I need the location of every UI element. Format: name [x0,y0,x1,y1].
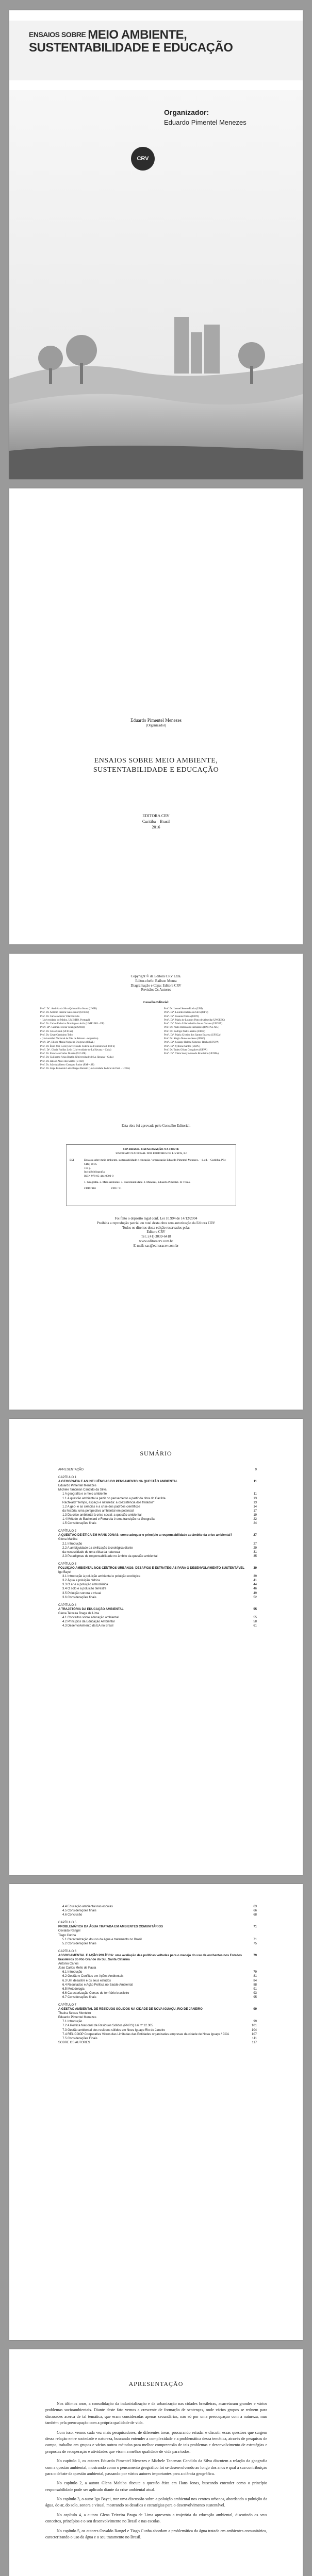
cover-title-prefix: ENSAIOS SOBRE [29,30,86,39]
title-page-author: Eduardo Pimentel Menezes [130,718,182,723]
council-member: Profª. Drª. Tânia Suely Azevedo Brasileiro (UFOPA) [164,1053,219,1055]
toc-entry[interactable] [58,1480,257,1484]
toc-entry-title: Osvaldo Rangel [58,1929,80,1933]
paragraph: Nos últimos anos, a consolidação da industrialização e da urbanização nas cidades brasileiras, acarretaram grandes e vários problemas socioambientais. Diante deste fato vemos a crescente de formação de sentenças, onde vários grupos se reúnem para discussões acerca de tal temática, que eram consideradas apenas secundárias, não só por uma preocupação com a natureza, mas também pela preocupação com a própria qualidade de vida. [45,2401,267,2426]
cover-landscape-illustration [9,90,303,479]
toc-entry-title: Glena Teixeira Braga de Lima [58,1612,99,1615]
toc-entry-title: da necessidade de uma ética da natureza [62,1550,120,1554]
toc-entry-page: 93 [253,1991,257,1995]
paragraph: No capítulo 2, a autora Glena Maltiba discute a questão ética em Hans Jonas, buscando entender como o princípio responsabilidade pode ser aplicado diante da crise ambiental atual. [45,2481,267,2492]
toc-entry-title: Glena Maltiba [58,1538,78,1541]
toc-entry[interactable] [58,1616,257,1620]
publisher-logo: CRV [131,147,155,171]
toc-entry-title: 6.2 Gestão e Conflitos em Ações Ambientais [62,1975,124,1978]
toc-entry[interactable] [58,1509,257,1513]
cover-title-line2: SUSTENTABILIDADE E EDUCAÇÃO [29,41,233,55]
toc-entry-title: CAPÍTULO 3 [58,1562,77,1566]
presentation-body [45,2401,267,2544]
toc-entry-page: 29 [253,1546,257,1550]
toc-list-2 [58,1905,257,2045]
council-member: Prof. Dr. Francisco Carlos Duarte (PUC-PR) [40,1053,87,1055]
toc-entry[interactable] [58,2003,257,2007]
cover-title-line1: MEIO AMBIENTE, [88,28,187,42]
toc-entry-page: 39 [253,1566,257,1570]
toc-entry-page: 81 [253,1975,257,1978]
paragraph: Com isso, vemos cada vez mais pesquisadores, de diferentes áreas, procurando estudar e discutir essas questões que surgem dessa relação entre sociedade e natureza, buscando entender a complexidade e a problemática dessa temática, através de pesquisas de campo, trabalho em grupos e vários outros métodos para melhor compreensão de tais problemas e desenvolvimento de estratégias e propostas de recuperação e atividades que visem a melhor qualidade de vida para todos. [45,2430,267,2454]
toc-entry-page: 61 [253,1624,257,1628]
council-member: Profª. Drª. Lourdes Helena da Silva (UFV) [164,1011,208,1014]
toc-entry[interactable] [58,1603,257,1607]
toc-entry[interactable] [58,1962,257,1966]
toc-entry-title: 1.1 A questão ambiental a partir do pensamento a partir da obra do Cacilda [62,1497,166,1500]
toc-entry-page: 27 [253,1534,257,1537]
toc-entry[interactable] [58,1954,257,1962]
toc-entry-page: 9 [255,1468,257,1471]
toc-entry-page [248,1529,257,1533]
toc-entry-title: 2.1 Introdução [62,1542,83,1546]
toc-entry-title: POLUIÇÃO AMBIENTAL NOS CENTROS URBANOS: DESAFIOS E ESTRATÉGIAS PARA O DESENVOLVIMENTO SUSTENTÁVEL [58,1566,244,1570]
toc-entry[interactable] [58,1542,257,1546]
toc-entry-page: 55 [253,1616,257,1619]
organizer-label: Organizador: [164,108,209,116]
toc-entry-page: 95 [253,1995,257,1999]
paragraph: No capítulo 3, o autor Igo Bayei, traz uma discussão sobre a poluição ambiental nos centros urbanos, abordando a poluição da água, do ar, do solo, sonora e visual, mostrando os desafios e estratégias para o desenvolvimento sustentável. [45,2497,267,2508]
toc-entry-title: da história: uma perspectiva ambiental em potencial [62,1509,134,1513]
toc-entry[interactable] [58,1909,257,1913]
toc-entry-page [248,2011,257,2015]
book-cover [9,10,303,479]
council-member: Profª. Drª. Solange Helena Ximenes-Rocha (UFOPA) [164,1041,220,1044]
toc-entry[interactable] [58,1983,257,1987]
toc-entry[interactable] [58,1607,257,1612]
council-member: Profª. Drª. Maria Cristina dos Santos Bezerra (UFSCar) [164,1033,222,1037]
toc-entry-page: 46 [253,1587,257,1591]
council-member: Prof. Dr. Carlos Alberto Vilar Estêvão [40,1015,80,1018]
toc-entry[interactable] [58,1979,257,1983]
toc-entry-title: 5.2 Considerações finais [62,1942,96,1945]
council-member: Profª. Drª. Maria de Lourdes Pinto de Almeida (UNOESC) [164,1019,225,1022]
toc-entry-title: SOBRE OS AUTORES [58,2041,90,2044]
toc-entry-title: CAPÍTULO 4 [58,1603,77,1607]
council-member: Prof. Dr. Antônio Pereira Gaio Júnior (UFRRJ) [40,1011,89,1014]
cip-code: E51 [70,1159,74,1162]
toc-entry[interactable] [58,1966,257,1970]
toc-page-2 [9,1884,303,2340]
toc-entry-page [248,1612,257,1616]
toc-entry[interactable] [58,1521,257,1526]
cataloging-card [66,1144,236,1206]
toc-entry-title: 1.3 Da crise ambiental à crise social: a questão ambiental [62,1513,142,1517]
cip-cdu: CDU: 91 [111,1187,122,1190]
toc-entry-page: 41 [253,1579,257,1583]
rights-block [9,1216,303,1248]
toc-entry[interactable] [58,1974,257,1978]
toc-entry-page: 79 [253,1971,257,1974]
toc-entry-title: 4.4 Educação ambiental nas escolas [62,1905,113,1908]
toc-entry-page [248,2003,257,2007]
title-page-title [51,756,261,775]
toc-entry-title: 6.5 Metodologia [62,1987,85,1991]
toc-entry-title: 7.3 Gestão ambiental dos resíduos sólidos em Nova Iguaçu Rio de Janeiro [62,2028,166,2032]
organizer-name: Eduardo Pimentel Menezes [164,118,247,126]
title-page-publisher [9,813,303,831]
toc-entry-title: PROBLEMÁTICA DA ÁGUA TRATADA EM AMBIENTES COMUNITÁRIOS [58,1925,163,1929]
toc-entry-page: 66 [253,1909,257,1913]
toc-entry-title: 3.5 Poluição sonora e visual [62,1591,102,1595]
toc-entry-title: 1.4 Método de Bachelard e Ferrareia é uma transição na Geografia [62,1518,155,1521]
cover-title [29,28,297,54]
toc-entry-page: 13 [253,1501,257,1504]
cip-subjects: 1. Geografia. 2. Meio ambiente. 3. Sustentabilidade. I. Menezes, Eduardo Pimentel. II. Título. [84,1180,191,1184]
toc-entry-title: 7.1 Introdução [62,2020,83,2024]
paragraph: No capítulo 4, a autora Glena Teixeira Braga de Lima apresenta a trajetória da educação ambiental, discutindo os seus conceitos, princípios e o seu desenvolvimento no Brasil e nas escolas. [45,2512,267,2524]
toc-entry-page: 55 [253,1607,257,1611]
toc-entry[interactable] [58,1488,257,1492]
toc-entry-page: 22 [253,1518,257,1521]
toc-entry-page [248,1603,257,1607]
toc-entry[interactable] [58,1501,257,1505]
toc-entry[interactable] [58,1579,257,1583]
organizer-block [164,108,298,126]
toc-entry-page: 99 [253,2008,257,2011]
rights-line2: Proibida a reprodução parcial ou total desta obra sem autorização da Editora CRV [96,1221,216,1225]
toc-entry-page: 39 [253,1575,257,1579]
toc-entry[interactable] [58,2015,257,2020]
toc-entry[interactable] [58,1587,257,1591]
toc-entry-page: 104 [251,2028,257,2032]
toc-entry-page: 88 [253,1983,257,1987]
toc-entry-page: 117 [252,2041,257,2044]
title-page [9,488,303,944]
toc-entry-title: 3.6 Considerações finais [62,1596,96,1599]
toc-entry-page [248,1929,257,1933]
peer-review-note: Esta obra foi aprovada pelo Conselho Editorial. [121,1124,191,1128]
toc-entry[interactable] [58,1513,257,1517]
council-member: Profª. Drª. Josania Portela (UFPI) [164,1015,199,1018]
toc-entry[interactable] [58,1938,257,1942]
toc-entry-page [248,1488,257,1492]
toc-entry[interactable] [58,2032,257,2037]
toc-entry-title: 4.2 Princípios da Educação Ambiental [62,1620,115,1624]
title-page-author-role: (Organizador) [145,723,167,727]
presentation-page [9,2349,303,2576]
council-left-column [40,1007,159,1071]
toc-entry[interactable] [58,1537,257,1541]
toc-entry[interactable] [58,2024,257,2028]
rights-line6: www.editoracrv.com.br [139,1239,173,1243]
title-page-year: 2016 [152,825,160,830]
toc-entry-title: A QUESTÃO DE ÉTICA EM HANS JONAS: como adequar o princípio a responsabilidade ao âmbito da crise ambiental? [58,1534,233,1537]
toc-entry-page: 71 [253,1938,257,1941]
cip-isbn: ISBN 978-85-444-0000-0 [84,1175,113,1178]
toc-entry[interactable] [58,1529,257,1533]
toc-entry[interactable] [58,1476,257,1480]
toc-entry-title: Michele Tancman Candido da Silva [58,1488,107,1492]
toc-entry-page: 63 [253,1905,257,1908]
toc-entry[interactable] [58,1497,257,1501]
toc-entry[interactable] [58,1925,257,1929]
council-member: Prof. Dr. Jailson Alves dos Santos (UFRJ) [40,1060,84,1063]
council-member: Prof. Dr. Cesar Gerónimo Tello [40,1033,73,1037]
council-member: Profª. Drª. Sydione Santos (UEPG) [164,1045,201,1048]
toc-entry-title: Igo Bayei [58,1571,72,1574]
paragraph: No capítulo 1, os autores Eduardo Pimentel Menezes e Michele Tancman Candido da Silva discutem a relação da geografia com a questão ambiental, mostrando como o pensamento geográfico foi se desenvolvendo ao longo dos anos e qual a sua contribuição para o debate da questão ambiental, passando por vários autores importantes para a ciência geográfica. [45,2459,267,2476]
toc-entry[interactable] [58,1942,257,1946]
toc-entry[interactable] [58,1468,257,1472]
council-member: Prof. Dr. Guillermo Arias Beatón (Universidade de La Havana – Cuba) [40,1056,114,1059]
toc-entry-page: 58 [253,1620,257,1624]
cip-subheading: SINDICATO NACIONAL DOS EDITORES DE LIVROS, RJ [116,1151,187,1155]
title-page-city: Curitiba – Brasil [142,819,170,824]
toc-entry-page: 101 [251,2024,257,2028]
council-member: Prof. Dr. Leonel Severo Rocha (URI) [164,1008,203,1010]
council-member: - (Universidad Nacional de Três de Febrero - Argentina) [40,1038,98,1040]
rights-line1: Foi feito o depósito legal conf. Lei 10.994 de 14/12/2004 [114,1216,198,1221]
toc-entry-title: 2.2 A ambiguidade da civilização tecnológica diante [62,1546,133,1550]
toc-entry-title: 6.6 Caracterização Cursos de terrítório brasileiro [62,1991,129,1995]
toc-entry-page: 75 [253,1942,257,1945]
toc-entry-page: 91 [253,1987,257,1991]
toc-entry-title: APRESENTAÇÃO [58,1468,84,1471]
toc-entry[interactable] [58,1913,257,1917]
toc-entry-page: 99 [253,2020,257,2024]
rights-line4: Editora CRV [146,1230,166,1234]
toc-entry-title: A GEOGRAFIA E AS INFLUÊNCIAS DO PENSAMENTO NA QUESTÃO AMBIENTAL [58,1480,178,1484]
council-member: Prof. Dr. Élsio José Corá (Universidade Federal da Fronteira Sul, UFFS) [40,1045,116,1048]
toc-entry-page: 52 [253,1596,257,1599]
toc-entry[interactable] [58,1570,257,1574]
toc-entry-page: 17 [253,1509,257,1513]
council-member: Profª. Drª. Gloria Fariñas León (Universidade de La Havana – Cuba) [40,1048,111,1052]
rights-line7: E-mail: sac@editoracrv.com.br [133,1243,179,1248]
toc-entry-title: 6.7 Considerações finais [62,1995,96,1999]
toc-entry-title: 2.3 Paradigmas de responsabilidade no âmbito da questão ambiental [62,1554,158,1558]
copyright-line: Copyright © da Editora CRV Ltda. [130,974,182,978]
cip-entry: Ensaios sobre meio ambiente, sustentabilidade e educação / organização Eduardo Pimentel Menezes. – 1. ed. – Curitiba, PR : CRV, 2016. [84,1159,226,1166]
council-member: Prof. Dr. Rodrigo Pratte-Santos (UFES) [164,1030,205,1033]
editor-chefe: Editor-chefe: Railson Moura [135,978,177,983]
toc-entry-page: 84 [253,1979,257,1982]
toc-entry-title: ASSOCIAMENTAL E AÇÃO POLÍTICA: uma avaliação das políticas voltadas para o manejo do uso de enchentes nos Estados brasileiros do Rio Grande do Sul, Santa Catarina [58,1954,242,1962]
toc-entry[interactable] [58,1505,257,1509]
toc-entry-page: 35 [253,1554,257,1558]
toc-entry-title: 7.2 A Política Nacional de Resíduos Sólidos (PNRS) Lei nº 12.305 [62,2024,153,2028]
toc-entry-title: 4.6 Conclusão [62,1913,83,1917]
toc-entry-page: 79 [253,1954,257,1957]
council-heading: Conselho Editorial: [143,1001,170,1004]
council-member: Profª. Drª. Elione Maria Nogueira Diogenes (UFAL) [40,1041,95,1044]
toc-entry[interactable] [58,1533,257,1537]
toc-entry-title: 7.5 Considerações Finais [62,2037,97,2040]
council-member: Profª. Drª. Carmen Tereza Velanga (UNIR) [40,1026,85,1029]
toc-entry-page [248,1921,257,1925]
toc-entry-page: 24 [253,1522,257,1526]
paragraph: No capítulo 5, os autores Osvaldo Rangel e Tiago Cunha abordam a problemática da água tratada em ambientes comunitários, caracterizando o uso da água e o seu tratamento no Brasil. [45,2528,267,2540]
toc-entry[interactable] [58,1517,257,1521]
council-member: Profª. Drª. Andréia da Silva Quintanilha Sousa (UNIR) [40,1008,97,1010]
toc-entry[interactable] [58,1624,257,1628]
toc-entry[interactable] [58,2020,257,2024]
toc-entry-title: CAPÍTULO 5 [58,1921,77,1925]
toc-entry[interactable] [58,1620,257,1624]
copyright-block [9,974,303,992]
toc-entry-title: Tiago Cunha [58,1934,76,1937]
toc-entry[interactable] [58,1554,257,1558]
presentation-heading: APRESENTAÇÃO [128,2380,184,2387]
council-member: Prof. Dr. Sérgio Nunes de Jesus (IFRO) [164,1038,205,1040]
council-member: Prof. Dr. João Adalberto Campato Junior (FAP - SP) [40,1063,94,1066]
toc-entry-title: Eduardo Pimentel Menezes [58,2016,96,2020]
toc-entry-page: 111 [252,2037,257,2040]
toc-entry[interactable] [58,1905,257,1909]
toc-entry-page: 19 [253,1513,257,1517]
toc-entry-page [248,1562,257,1566]
toc-entry[interactable] [58,1995,257,1999]
toc-entry-title: Rachkard "Tempo, espaço e natureza: a coexistência dos tratados" [62,1501,155,1504]
toc-entry-page [248,1537,257,1541]
title-page-publisher-name: EDITORA CRV [142,814,170,818]
toc-entry-title: 3.2 Água e poluição hídrica [62,1579,100,1583]
toc-entry-page: 14 [253,1505,257,1509]
toc-entry-page [248,2015,257,2020]
toc-entry-title: 6.4 Resultados e Ação Política no Saúde Ambiental [62,1983,133,1987]
cip-bibliography: Inclui bibliografia [84,1171,105,1174]
toc-entry-page [248,1934,257,1938]
toc-entry-title: 3.3 O ar e a poluição atmosférica [62,1583,108,1587]
toc-entry-title: CAPÍTULO 7 [58,2003,77,2007]
toc-entry[interactable] [58,1596,257,1600]
toc-entry[interactable] [58,1566,257,1570]
toc-entry[interactable] [58,1550,257,1554]
toc-entry[interactable] [58,1583,257,1587]
toc-entry-title: A GESTÃO AMBIENTAL DE RESÍDUOS SÓLIDOS NA CIDADE DE NOVA IGUAÇU, RIO DE JANEIRO [58,2008,203,2011]
toc-entry[interactable] [58,2007,257,2011]
toc-entry-page [248,1476,257,1480]
toc-entry-page: 71 [253,1925,257,1929]
toc-entry-title: 1.5 Considerações finais [62,1522,96,1526]
council-member: Prof. Dr. Paulo Romualdo Hernandes (UNIFAL-MG) [164,1026,219,1029]
toc-entry[interactable] [58,1950,257,1954]
toc-entry-title: Eduardo Pimentel Menezes [58,1484,96,1488]
toc-entry-page: 27 [253,1542,257,1546]
toc-entry-page [248,1950,257,1954]
toc-entry[interactable] [58,1492,257,1496]
toc-entry-title: 7.4 RELICOOP Cooperativa Vidros das Limitadas das Entidades organizadas empresas da cidade de Nova Iguaçu / CCA [62,2032,229,2036]
toc-heading: SUMÁRIO [140,1450,172,1457]
toc-entry-title: 1.2 A geo- e as ciências e a crise dos padrões científicos [62,1505,140,1509]
toc-entry[interactable] [58,1591,257,1596]
toc-entry-title: 6.1 Introdução [62,1971,83,1974]
toc-entry-title: Thaína Seixas Monteiro [58,2012,91,2015]
toc-entry-title: 1 A geografia e o meio ambiente [62,1493,107,1496]
revisao: Revisão: Os Autores [141,988,171,992]
toc-entry[interactable] [58,1921,257,1925]
toc-page-1 [9,1419,303,1875]
toc-entry-title: 4.3 Desenvolvimento da EA no Brasil [62,1624,113,1628]
council-member: Prof. Dr. Celso Conti (UFSCar) [40,1030,73,1033]
toc-entry-title: CAPÍTULO 1 [58,1476,77,1480]
toc-entry-title: CAPÍTULO 2 [58,1530,77,1533]
toc-entry-page: 49 [253,1591,257,1595]
toc-entry[interactable] [58,1970,257,1974]
diagramacao: Diagramação e Capa: Editora CRV [130,983,182,988]
toc-entry-title: 4.5 Considerações finais [62,1909,96,1913]
toc-entry-page: 107 [251,2032,257,2036]
toc-entry[interactable] [58,1929,257,1933]
title-page-title-line1: ENSAIOS SOBRE MEIO AMBIENTE, [94,757,218,765]
toc-entry-page [248,1962,257,1966]
toc-entry-title: Joao Carlos Mello de Paula [58,1967,96,1970]
toc-entry[interactable] [58,1484,257,1488]
toc-entry-title: 5.1 Caracterização do uso da água e tratamento no Brasil [62,1938,142,1941]
toc-entry[interactable] [58,1991,257,1995]
toc-entry-page: 68 [253,1913,257,1917]
toc-entry[interactable] [58,2028,257,2032]
toc-entry-title: 3.1 Introdução à poluição ambiental e poluição ecológica [62,1575,141,1579]
toc-entry-page: 44 [253,1583,257,1587]
rights-line3: Todos os direitos desta edição reservados pela: [122,1225,190,1230]
toc-entry-title: A TRAJETÓRIA DA EDUCAÇÃO AMBIENTAL [58,1607,124,1611]
council-member: Prof. Dr. Carlos Federico Dominguez Avila (UNIEURO - DF) [40,1023,105,1025]
council-member: Prof. Dr. Tadeu Oliver Gonçalves (UFPA) [164,1048,207,1052]
council-member: Profª. Drª. Maria Lília Imbiriba Sousa Colares (UFOPA) [164,1023,222,1025]
toc-entry[interactable] [58,1574,257,1579]
toc-entry[interactable] [58,1934,257,1938]
toc-list-1 [58,1468,257,1628]
cip-heading: CIP-BRASIL. CATALOGAÇÃO-NA-FONTE [123,1148,179,1151]
toc-entry-page [248,1570,257,1574]
cip-cdd: CDD: 910 [84,1187,96,1190]
council-member: - (Universidade do Minho, UMINHO, Portugal) [40,1019,90,1022]
toc-entry-page: 31 [253,1550,257,1554]
toc-entry[interactable] [58,2037,257,2041]
toc-entry-title: 3.4 O solo e a poluição terrestre [62,1587,107,1591]
toc-entry-title: Antonio Carlos [58,1962,79,1966]
toc-entry-page [248,1484,257,1488]
toc-entry[interactable] [58,1987,257,1991]
cip-pages: 118 p. [84,1166,91,1170]
toc-entry-title: 6.3 Um desastre e os seus estudos [62,1979,111,1982]
copyright-page [9,954,303,1410]
toc-entry-page: 13 [253,1497,257,1500]
toc-entry[interactable] [58,2041,257,2045]
toc-entry-title: CAPÍTULO 6 [58,1950,77,1953]
toc-entry[interactable] [58,2011,257,2015]
toc-entry-page [248,1966,257,1970]
toc-entry-page: 11 [253,1480,257,1484]
toc-entry-title: 4.1 Conceitos sobre educação ambiental [62,1616,119,1619]
rights-line5: Tel.: (41) 3039-6418 [141,1234,171,1239]
toc-entry-page: 11 [253,1493,257,1496]
council-member: Prof. Dr. Jorge Fernando Leite Borges Barreto (Universidade Federal do Pará – UFPA) [40,1067,130,1070]
toc-entry[interactable] [58,1546,257,1550]
toc-entry[interactable] [58,1562,257,1566]
toc-entry[interactable] [58,1612,257,1616]
title-page-title-line2: SUSTENTABILIDADE E EDUCAÇÃO [93,766,219,774]
council-right-column [164,1007,283,1056]
